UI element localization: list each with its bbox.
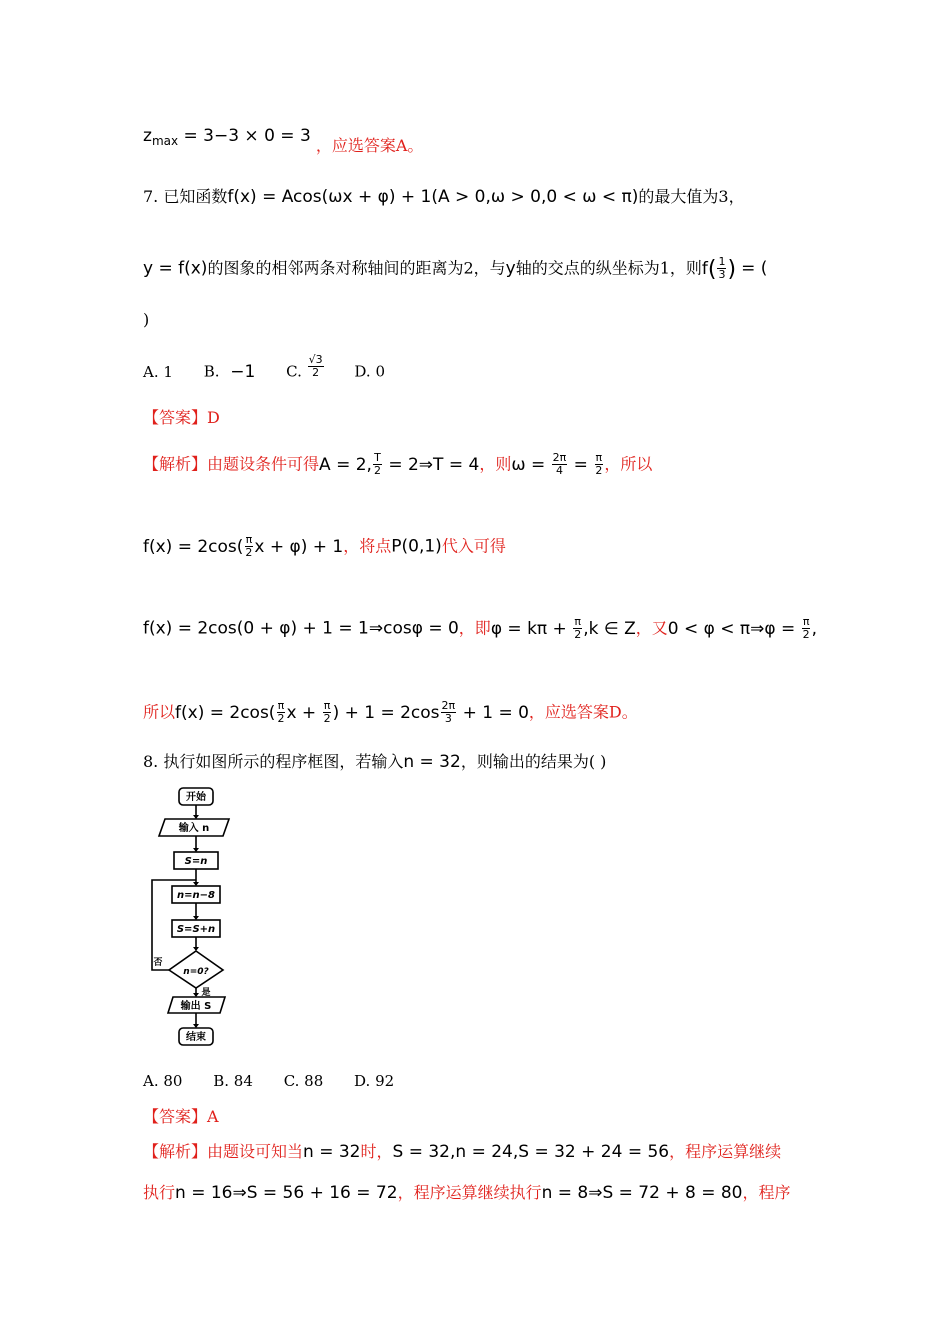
q7-option-c-label: C.	[286, 362, 302, 381]
q7-yfx-math: y = f(x)	[143, 258, 208, 279]
q7-analysis-math1: A = 2, $\frac{T}{2}$ = 2⇒T = 4	[319, 451, 480, 477]
q8-line2-math1: n = 16⇒S = 56 + 16 = 72	[175, 1183, 398, 1203]
q7-line-b-text2: 代入可得	[441, 536, 506, 556]
flow-end-text: 结束	[186, 1032, 206, 1043]
q7-f-one-third: f( $\frac{1}{3}$ )	[701, 255, 737, 282]
q7-stem-line2	[143, 256, 767, 281]
q8-line2-text2: ，程序运算继续执行	[397, 1183, 542, 1202]
q7-phi-general-math: φ = kπ + $\frac{\pi}{2}$ ,k ∈ Z	[490, 615, 636, 641]
q7-y-math: y	[505, 258, 516, 279]
q8-stem-math: n = 32	[403, 752, 461, 772]
q7-cos-phi-math: f(x) = 2cos(0 + φ) + 1 = 1⇒cosφ = 0	[143, 618, 459, 639]
q7-equals-paren: = (	[741, 258, 768, 279]
q7-final-math: f(x) = 2cos( $\frac{\pi}{2}$ x + $\frac{\pi}{2}$ ) + 1 = 2cos $\frac{2\pi}{3}$ + 1 = 0	[175, 699, 529, 725]
q7-number: 7. 已知函数	[143, 187, 228, 206]
flow-input-text: 输入 n	[178, 823, 210, 834]
q8-answer: 【答案】A	[143, 1107, 219, 1126]
q8-analysis-text1: 由题设可知当	[207, 1142, 304, 1161]
flow-s-plus-text: S=S+n	[176, 924, 216, 935]
q7-line2-text: 的图象的相邻两条对称轴间的距离为2，与	[207, 258, 506, 278]
q7-stem-line1	[143, 187, 745, 207]
q7-line-c-text2: ，又	[635, 618, 668, 638]
q7-option-a: A. 1	[143, 362, 173, 381]
q8-analysis-math2: S = 32,n = 24,S = 32 + 24 = 56	[392, 1142, 670, 1162]
flow-n-minus-text: n=n−8	[177, 890, 215, 901]
flow-cond-text: n=0?	[183, 967, 209, 977]
q7-analysis-line1	[143, 452, 652, 477]
q8-option-b: B. 84	[213, 1072, 253, 1090]
zmax-conclusion: ，应选答案A。	[315, 136, 424, 155]
q7-phi-value-math: 0 < φ < π⇒φ = $\frac{\pi}{2}$ ,	[667, 615, 818, 641]
q7-line-d-suffix: ，应选答案D。	[528, 702, 638, 722]
q8-option-a: A. 80	[143, 1072, 183, 1090]
flow-output-text: 输出 S	[180, 1001, 212, 1012]
q7-option-c-value: $\frac{√3}{2}$	[308, 353, 323, 379]
q7-analysis-text2: ，则	[479, 454, 512, 474]
q8-stem	[143, 752, 606, 772]
q7-answer: 【答案】D	[143, 408, 220, 427]
q8-line2-text1: 执行	[143, 1183, 176, 1202]
q8-flowchart	[143, 784, 243, 1058]
q7-option-b-label: B.	[203, 362, 220, 381]
q7-omega-math: ω = $\frac{2\pi}{4}$ = $\frac{\pi}{2}$	[511, 451, 603, 477]
q7-option-b-value: −1	[230, 361, 256, 382]
q7-analysis-line2	[143, 534, 506, 559]
q7-analysis-text1: 由题设条件可得	[207, 454, 320, 474]
q8-analysis-text3: ，程序运算继续	[669, 1142, 782, 1161]
flow-yes-label: 是	[201, 988, 211, 998]
flow-s-eq-n-text: S=n	[184, 856, 208, 867]
flow-no-label: 否	[153, 958, 163, 968]
q8-analysis-label: 【解析】	[143, 1142, 208, 1161]
q7-analysis-line4	[143, 700, 638, 725]
q7-analysis-text3: ，所以	[604, 454, 653, 474]
q7-line2-text2: 轴的交点的纵坐标为1，则	[515, 258, 702, 278]
q7-point-math: P(0,1)	[391, 536, 442, 557]
q7-close-paren: )	[143, 310, 150, 329]
zmax-line	[143, 126, 424, 155]
q8-line2-math2: n = 8⇒S = 72 + 8 = 80	[541, 1183, 743, 1203]
q7-stem-suffix: 的最大值为3，	[638, 187, 745, 206]
q7-function-math: f(x) = Acos(ωx + φ) + 1(A > 0,ω > 0,0 < ω < π)	[227, 187, 639, 207]
flowchart-svg	[143, 784, 243, 1054]
q8-option-d: D. 92	[354, 1072, 395, 1090]
q7-line-d-prefix: 所以	[143, 702, 176, 722]
q7-options	[143, 353, 385, 385]
q8-stem-suffix: ，则输出的结果为( )	[460, 752, 607, 771]
q7-line-b-text: ，将点	[343, 536, 392, 556]
flow-start-text: 开始	[186, 792, 206, 803]
q8-line2-text3: ，程序	[742, 1183, 791, 1202]
q8-analysis-line1	[143, 1142, 781, 1162]
q8-option-c: C. 88	[283, 1072, 324, 1090]
zmax-math: $z_{max} = 3-3 \times 0 = 3$	[143, 126, 311, 148]
q7-line-c-text1: ，即	[458, 618, 491, 638]
q7-analysis-line3	[143, 616, 817, 641]
q7-fx-form-math: f(x) = 2cos( $\frac{\pi}{2}$ x + φ) + 1	[143, 533, 344, 559]
q8-analysis-line2	[143, 1183, 791, 1203]
q8-options	[143, 1072, 394, 1090]
q7-analysis-label: 【解析】	[143, 454, 208, 474]
q7-option-d: D. 0	[354, 362, 385, 381]
q8-analysis-text2: 时，	[360, 1142, 393, 1161]
q8-analysis-math1: n = 32	[303, 1142, 361, 1162]
q8-stem-prefix: 8. 执行如图所示的程序框图，若输入	[143, 752, 404, 771]
